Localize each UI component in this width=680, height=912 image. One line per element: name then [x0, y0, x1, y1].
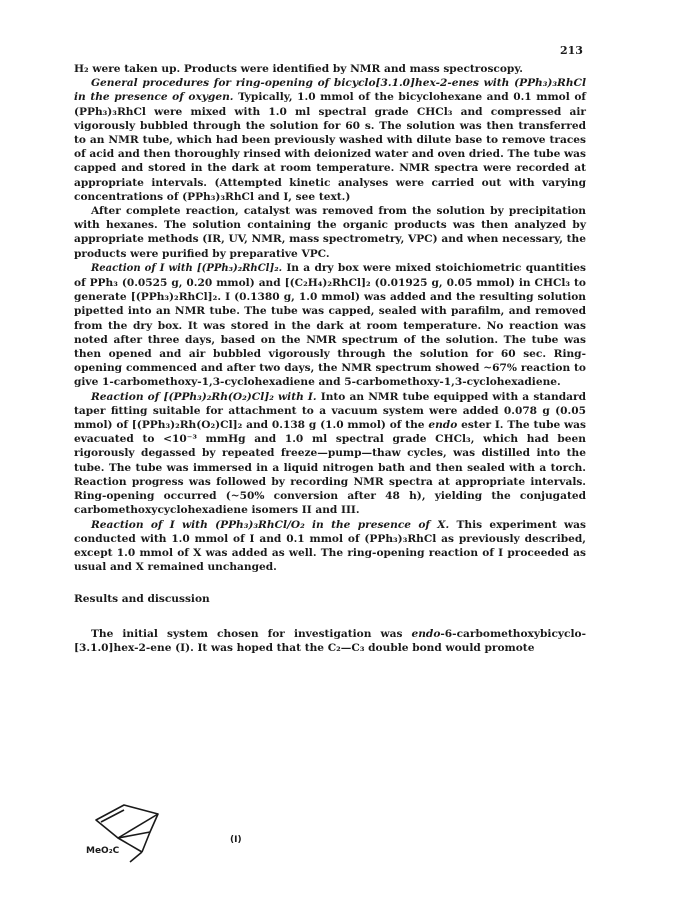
rhcl-dimer-text: In a dry box were mixed stoichiometric quantities of PPh₃ (0.0525 g, 0.20 mmol) and [(C₂H₄)₂RhCl]₂ (0.01925 g, 0.05 mmol) in CHCl₃ to generate [(PPh₃)₂RhCl]₂. I (0.1380 g, 1.0 mmol) was added and the resulting solution pipetted into an NMR tube. The tube was capped, sealed with parafilm, and removed from the dry box. It was stored in the dark at room temperature. No reaction was noted after three days, based on the NMR spectrum of the solution. The tube was then opened and air bubbled vigorously through the solution for 60 sec. Ring-opening commenced and after two days, the NMR spectrum showed ~67% reaction to give 1-carbomethoxy-1,3-cyclohexadiene and 5-carbomethoxy-1,3-cyclohexadiene.: [74, 261, 586, 389]
rhcl-dimer-heading: Reaction of I with [(PPh₃)₂RhCl]₂.: [91, 262, 283, 274]
section-heading: Results and discussion: [74, 593, 210, 606]
paragraph-1: H₂ were taken up. Products were identified by NMR and mass spectroscopy.: [74, 63, 523, 75]
paragraph-o2-complex: [74, 390, 586, 518]
paragraph-workup: After complete reaction, catalyst was removed from the solution by precipitation with hexanes. The solution containing the organic products was then analyzed by appropriate methods (IR, UV, NMR, mass spectrometry, VPC) and when necessary, the products were purified by preparative VPC.: [74, 205, 586, 260]
o2-complex-text: Into an NMR tube equipped with a standard taper fitting suitable for attachment to a vacuum system were added 0.078 g (0.05 mmol) of [(PPh₃)₂Rh(O₂)Cl]₂ and 0.138 g (1.0 mmol) of the: [74, 390, 586, 432]
x-experiment-heading: Reaction of I with (PPh₃)₃RhCl/O₂ in the presence of X.: [91, 518, 450, 531]
x-experiment-text: This experiment was conducted with 1.0 mmol of I and 0.1 mmol of (PPh₃)₃RhCl as previously described, except 1.0 mmol of X was added as well. The ring-opening reaction of I proceeded as usual and X remained unchanged.: [74, 518, 586, 574]
o2-complex-text-tail: ester I. The tube was evacuated to <10⁻³ mmHg and 1.0 ml spectral grade CHCl₃, which had been rigorously degassed by repeated freeze—pump—thaw cycles, was distilled into the tube. The tube was immersed in a liquid nitrogen bath and then sealed with a torch. Reaction progress was followed by recording NMR spectra at appropriate intervals. Ring-opening occurred (~50% conversion after 48 h), yielding the conjugated carbomethoxycyclohexadiene isomers II and III.: [74, 419, 586, 517]
procedure-heading: General procedures for ring-opening of bicyclo[3.1.0]hex-2-enes with (PPh₃)₃RhCl in the presence of oxygen.: [74, 77, 586, 104]
endo-word: endo: [428, 419, 458, 432]
paragraph-general-procedures: [74, 76, 586, 204]
results-text-a: The initial system chosen for investigation was: [91, 627, 412, 640]
paragraph-rhcl-dimer: [74, 261, 586, 390]
substituent-label: MeO₂C: [86, 846, 120, 856]
structure-label: (I): [230, 835, 242, 845]
page-number: 213: [560, 44, 583, 57]
endo-word-2: endo: [411, 627, 441, 640]
results-text-b: -6-carbomethoxybicyclo-[3.1.0]hex-2-ene (I). It was hoped that the C₂—C₃ double bond would promote: [74, 627, 586, 654]
o2-complex-heading: Reaction of [(PPh₃)₂Rh(O₂)Cl]₂ with I.: [91, 390, 317, 403]
paragraph-x-experiment: [74, 518, 586, 575]
paragraph-results: [74, 627, 586, 655]
article-body: [74, 62, 586, 655]
bicyclohexene-structure: [74, 800, 214, 880]
procedure-text: Typically, 1.0 mmol of the bicyclohexane and 0.1 mmol of (PPh₃)₃RhCl were mixed with 1.0 ml spectral grade CHCl₃ and compressed air vigorously bubbled through the solution for 60 s. The solution was then transferred to an NMR tube, which had been previously washed with dilute base to remove traces of acid and then thoroughly rinsed with deionized water and oven dried. The tube was capped and stored in the dark at room temperature. NMR spectra were recorded at appropriate intervals. (Attempted kinetic analyses were carried out with varying concentrations of (PPh₃)₃RhCl and I, see text.): [74, 91, 586, 203]
